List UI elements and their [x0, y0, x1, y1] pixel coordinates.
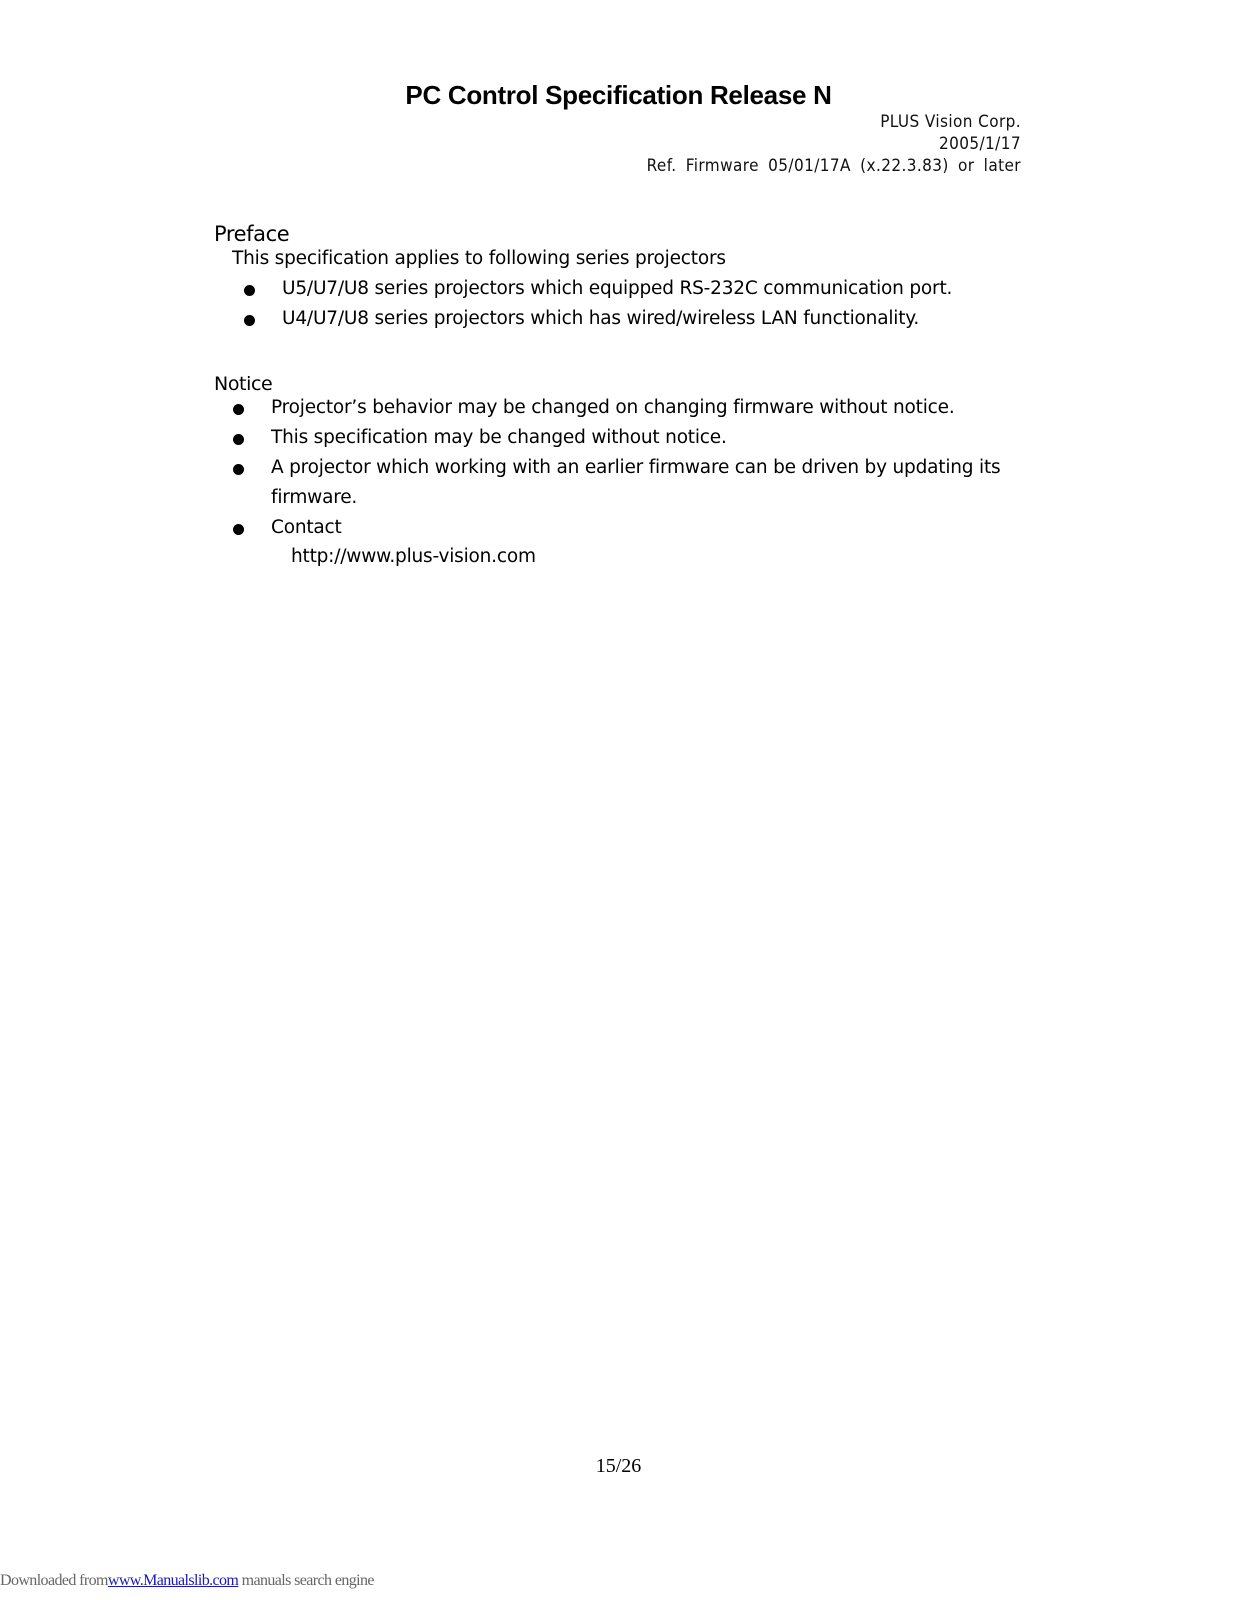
footer-suffix: manuals search engine [238, 1572, 374, 1589]
notice-item-3: A projector which working with an earlier firmware can be driven by updating its [271, 457, 1001, 478]
download-footer [0, 1572, 374, 1590]
preface-intro: This specification applies to following series projectors [232, 248, 726, 269]
manualslib-link[interactable]: www.Manualslib.com [107, 1572, 239, 1589]
bullet-icon [244, 285, 255, 296]
contact-url: http://www.plus-vision.com [291, 546, 536, 567]
notice-item-1: Projector’s behavior may be changed on changing firmware without notice. [271, 397, 955, 418]
page-number: 15/26 [595, 1455, 642, 1477]
footer-prefix: Downloaded from [0, 1572, 108, 1589]
bullet-icon [233, 434, 244, 445]
company-name: PLUS Vision Corp. [880, 112, 1021, 132]
notice-item-contact: Contact [271, 517, 342, 538]
preface-item-1: U5/U7/U8 series projectors which equipped RS-232C communication port. [282, 278, 953, 299]
notice-item-3-continued: firmware. [271, 487, 358, 508]
bullet-icon [233, 524, 244, 535]
preface-item-2: U4/U7/U8 series projectors which has wired/wireless LAN functionality. [282, 308, 920, 329]
preface-heading: Preface [214, 222, 290, 246]
firmware-reference: Ref. Firmware 05/01/17A (x.22.3.83) or later [646, 156, 1021, 176]
notice-item-2: This specification may be changed without notice. [271, 427, 727, 448]
bullet-icon [233, 464, 244, 475]
notice-heading: Notice [214, 373, 273, 395]
bullet-icon [244, 315, 255, 326]
document-date: 2005/1/17 [938, 134, 1021, 154]
document-title: PC Control Specification Release N [405, 80, 832, 110]
bullet-icon [233, 404, 244, 415]
